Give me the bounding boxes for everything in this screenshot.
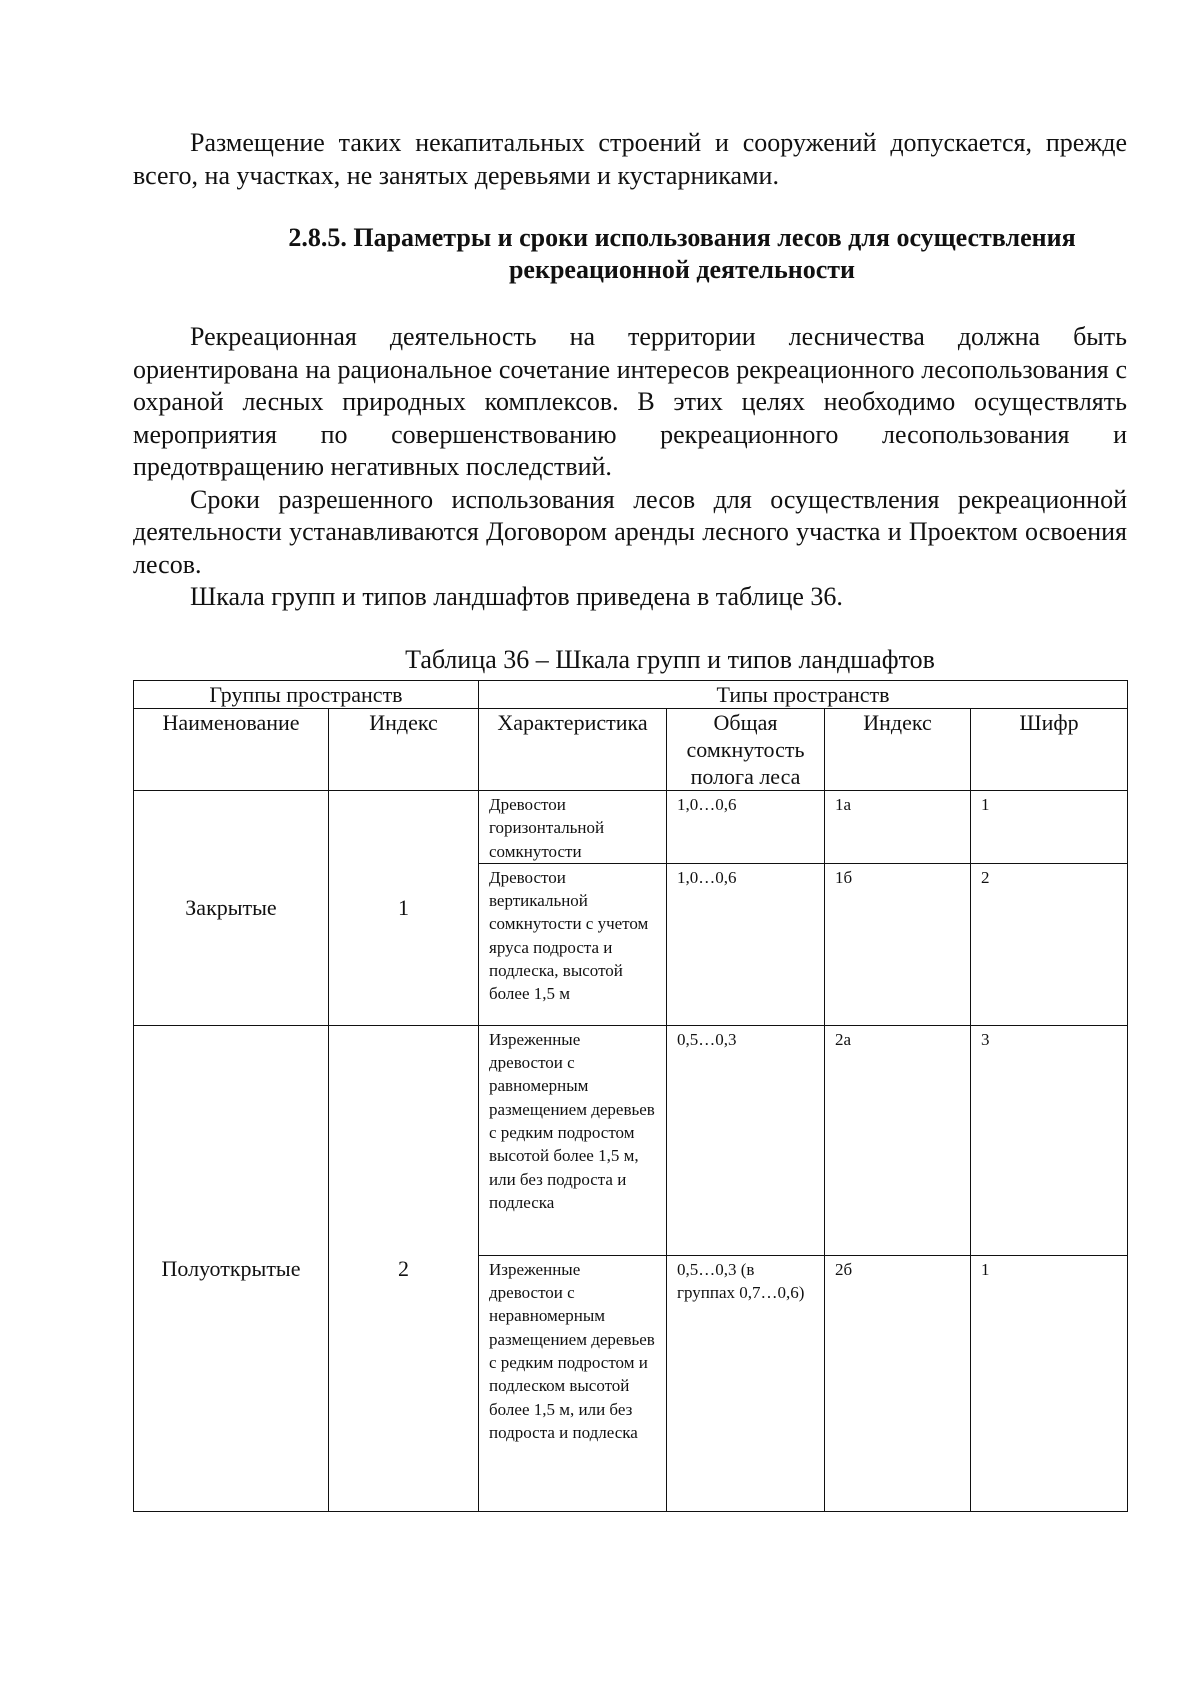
characteristic-cell: Изреженные древостои с неравномерным размещением деревьев с редким подростом и подлеском высотой более 1,5 м, или без подроста и подлеска: [479, 1255, 667, 1511]
code-cell: 1: [971, 1255, 1128, 1511]
type-index-cell: 1б: [825, 863, 971, 1025]
characteristic-cell: Древостои горизонтальной сомкнутости: [479, 791, 667, 864]
table-row: [134, 791, 1128, 864]
closure-cell: 1,0…0,6: [667, 791, 825, 864]
characteristic-cell: Изреженные древостои с равномерным размещением деревьев с редким подростом высотой более 1,5 м, или без подроста и подлеска: [479, 1025, 667, 1255]
group-name-cell: Полуоткрытые: [134, 1025, 329, 1511]
closure-cell: 0,5…0,3: [667, 1025, 825, 1255]
table-row: [134, 1025, 1128, 1255]
landscape-scale-table: [133, 680, 1128, 1512]
closure-cell: 1,0…0,6: [667, 863, 825, 1025]
header-closure: Общая сомкнутость полога леса: [667, 709, 825, 791]
group-index-cell: 2: [329, 1025, 479, 1511]
header-type-index: Индекс: [825, 709, 971, 791]
table-header-row-columns: [134, 709, 1128, 791]
body-text: [133, 321, 1127, 614]
header-characteristic: Характеристика: [479, 709, 667, 791]
section-number: 2.8.5.: [288, 223, 347, 252]
header-type-spaces: Типы пространств: [479, 681, 1128, 709]
type-index-cell: 1а: [825, 791, 971, 864]
section-title-line1: Параметры и сроки использования лесов для осуществления: [353, 223, 1076, 252]
table-caption: Таблица 36 – Шкала групп и типов ландшафтов: [405, 645, 935, 674]
paragraph-recreation: Рекреационная деятельность на территории лесничества должна быть ориентирована на рациональное сочетание интересов рекреационного лесопользования с охраной лесных природных комплексов. В этих целях необходимо осуществлять мероприятия по совершенствованию рекреационного лесопользования и предотвращению негативных последствий.: [133, 322, 1127, 481]
paragraph-intro: Размещение таких некапитальных строений и сооружений допускается, прежде всего, на участках, не занятых деревьями и кустарниками.: [133, 128, 1127, 190]
section-heading: [133, 222, 1127, 286]
section-title-line2: рекреационной деятельности: [508, 255, 856, 284]
code-cell: 2: [971, 863, 1128, 1025]
characteristic-cell: Древостои вертикальной сомкнутости с учетом яруса подроста и подлеска, высотой более 1,5 м: [479, 863, 667, 1025]
type-index-cell: 2а: [825, 1025, 971, 1255]
table-header-row-top: [134, 681, 1128, 709]
closure-cell: 0,5…0,3 (в группах 0,7…0,6): [667, 1255, 825, 1511]
group-index-cell: 1: [329, 791, 479, 1026]
paragraph-terms: Сроки разрешенного использования лесов для осуществления рекреационной деятельности устанавливаются Договором аренды лесного участка и Проектом освоения лесов.: [133, 484, 1127, 579]
section-heading-line1: [133, 222, 1127, 254]
header-code: Шифр: [971, 709, 1128, 791]
code-cell: 1: [971, 791, 1128, 864]
paragraph-table-ref: Шкала групп и типов ландшафтов приведена в таблице 36.: [190, 582, 843, 611]
header-name: Наименование: [134, 709, 329, 791]
group-name-cell: Закрытые: [134, 791, 329, 1026]
header-group-spaces: Группы пространств: [134, 681, 479, 709]
header-group-index: Индекс: [329, 709, 479, 791]
code-cell: 3: [971, 1025, 1128, 1255]
type-index-cell: 2б: [825, 1255, 971, 1511]
